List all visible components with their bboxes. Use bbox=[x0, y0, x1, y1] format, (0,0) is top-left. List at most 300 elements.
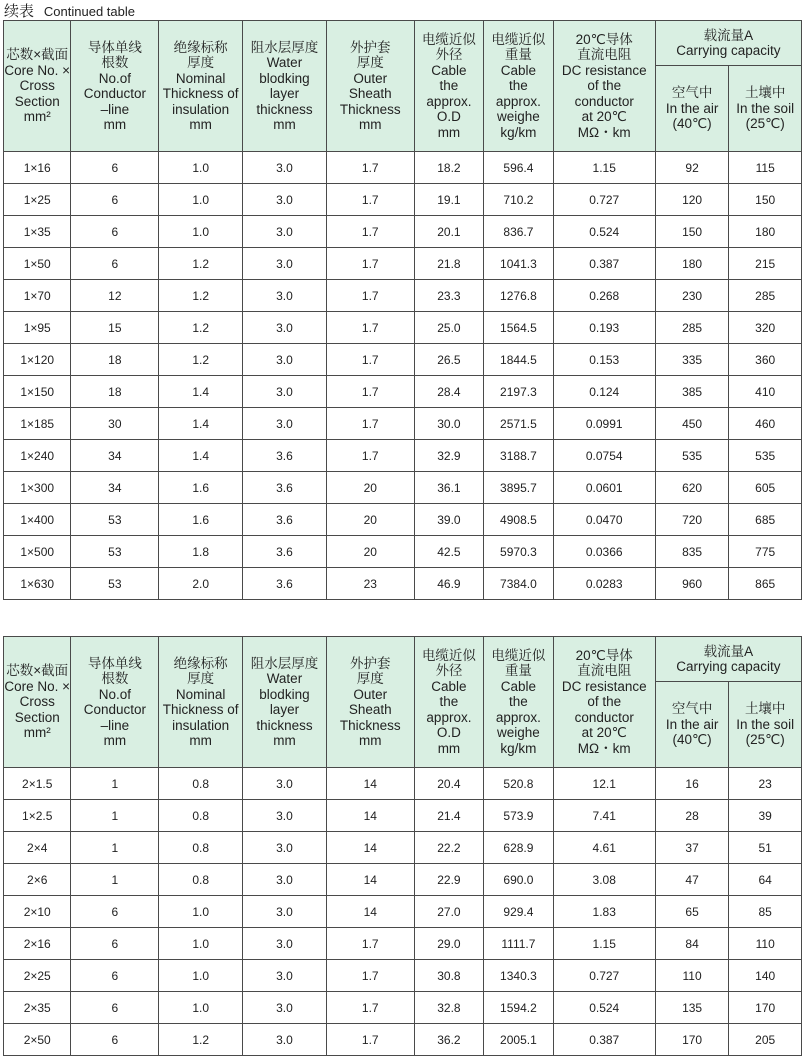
cell-conductor-wires: 6 bbox=[71, 248, 159, 280]
cell-capacity-air: 835 bbox=[655, 536, 729, 568]
header-carrying-capacity-line: Carrying capacity bbox=[676, 659, 781, 674]
cell-sheath-thickness: 14 bbox=[326, 832, 414, 864]
header-insulation-thickness-line: Nominal bbox=[175, 686, 226, 702]
header-cable-weight-line: Cable bbox=[500, 678, 537, 694]
cell-outer-diameter: 23.3 bbox=[414, 280, 483, 312]
header-dc-resistance-line: of the bbox=[587, 694, 622, 710]
cell-outer-diameter: 22.9 bbox=[414, 864, 483, 896]
header-insulation-thickness-line: 厚度 bbox=[187, 55, 215, 70]
cell-cable-weight: 5970.3 bbox=[484, 536, 553, 568]
header-conductor-wires-line: Conductor bbox=[83, 86, 146, 101]
cell-capacity-air: 720 bbox=[655, 504, 729, 536]
cell-water-block-thickness: 3.0 bbox=[243, 280, 327, 312]
cell-capacity-soil: 51 bbox=[729, 832, 802, 864]
cell-water-block-thickness: 3.6 bbox=[243, 440, 327, 472]
header-dc-resistance-line: 20℃导体 bbox=[575, 647, 633, 663]
cell-cable-weight: 836.7 bbox=[484, 216, 553, 248]
header-capacity-soil-line: In the soil bbox=[736, 716, 795, 732]
cell-core-section: 2×35 bbox=[4, 992, 71, 1024]
header-cable-weight-line: 电缆近似 bbox=[491, 647, 546, 663]
header-cable-weight-line: 重量 bbox=[504, 47, 532, 63]
cell-capacity-air: 180 bbox=[655, 248, 729, 280]
header-sheath-thickness-line: mm bbox=[359, 733, 382, 748]
cell-capacity-air: 110 bbox=[655, 960, 729, 992]
cell-sheath-thickness: 1.7 bbox=[326, 992, 414, 1024]
table-row bbox=[4, 992, 802, 1024]
cell-core-section: 2×25 bbox=[4, 960, 71, 992]
cell-core-section: 1×300 bbox=[4, 472, 71, 504]
cell-insulation-thickness: 1.0 bbox=[159, 184, 243, 216]
cell-capacity-soil: 150 bbox=[729, 184, 802, 216]
header-dc-resistance bbox=[553, 637, 655, 768]
cell-water-block-thickness: 3.6 bbox=[243, 536, 327, 568]
header-conductor-wires bbox=[71, 637, 159, 768]
cell-core-section: 1×50 bbox=[4, 248, 71, 280]
cell-sheath-thickness: 1.7 bbox=[326, 344, 414, 376]
header-insulation-thickness-line: insulation bbox=[172, 717, 230, 733]
cell-capacity-air: 92 bbox=[655, 152, 729, 184]
caption-en: Continued table bbox=[43, 4, 135, 19]
cell-cable-weight: 573.9 bbox=[484, 800, 553, 832]
cell-cable-weight: 2197.3 bbox=[484, 376, 553, 408]
table-row bbox=[4, 864, 802, 896]
cell-conductor-wires: 15 bbox=[71, 312, 159, 344]
cell-cable-weight: 4908.5 bbox=[484, 504, 553, 536]
cell-capacity-soil: 85 bbox=[729, 896, 802, 928]
header-row bbox=[4, 637, 802, 682]
header-insulation-thickness-line: Thickness of bbox=[162, 702, 239, 717]
header-conductor-wires-line: No.of bbox=[98, 686, 131, 702]
table-row bbox=[4, 1024, 802, 1056]
cell-capacity-air: 28 bbox=[655, 800, 729, 832]
cell-outer-diameter: 27.0 bbox=[414, 896, 483, 928]
cell-insulation-thickness: 0.8 bbox=[159, 832, 243, 864]
header-core-section bbox=[4, 21, 71, 152]
header-cable-weight-line: approx. bbox=[495, 93, 541, 109]
cell-core-section: 1×25 bbox=[4, 184, 71, 216]
header-water-block-thickness-line: layer bbox=[269, 702, 300, 717]
header-dc-resistance-line: 20℃导体 bbox=[575, 31, 633, 47]
cell-insulation-thickness: 0.8 bbox=[159, 864, 243, 896]
cell-capacity-air: 37 bbox=[655, 832, 729, 864]
cell-dc-resistance: 0.524 bbox=[553, 992, 655, 1024]
cell-sheath-thickness: 1.7 bbox=[326, 376, 414, 408]
cell-capacity-air: 47 bbox=[655, 864, 729, 896]
cell-core-section: 1×500 bbox=[4, 536, 71, 568]
cell-core-section: 1×95 bbox=[4, 312, 71, 344]
table-caption bbox=[4, 2, 135, 21]
cell-capacity-air: 960 bbox=[655, 568, 729, 600]
cell-water-block-thickness: 3.0 bbox=[243, 344, 327, 376]
cell-cable-weight: 3895.7 bbox=[484, 472, 553, 504]
cell-dc-resistance: 0.124 bbox=[553, 376, 655, 408]
header-core-section-line: Core No. × bbox=[4, 62, 71, 78]
header-sheath-thickness-line: mm bbox=[359, 117, 382, 132]
cell-cable-weight: 1041.3 bbox=[484, 248, 553, 280]
header-carrying-capacity-line: 载流量A bbox=[703, 643, 754, 659]
table-row bbox=[4, 472, 802, 504]
header-conductor-wires-line: Conductor bbox=[83, 702, 146, 717]
header-cable-weight-line: Cable bbox=[500, 62, 537, 78]
cell-water-block-thickness: 3.0 bbox=[243, 248, 327, 280]
cell-cable-weight: 3188.7 bbox=[484, 440, 553, 472]
header-carrying-capacity-line: 载流量A bbox=[703, 27, 754, 43]
cell-water-block-thickness: 3.0 bbox=[243, 152, 327, 184]
cell-capacity-soil: 110 bbox=[729, 928, 802, 960]
cell-outer-diameter: 21.4 bbox=[414, 800, 483, 832]
cell-outer-diameter: 25.0 bbox=[414, 312, 483, 344]
header-cable-weight-line: weighe bbox=[497, 725, 540, 741]
cell-cable-weight: 690.0 bbox=[484, 864, 553, 896]
header-water-block-thickness-line: blodking bbox=[259, 686, 310, 702]
header-conductor-wires-line: –line bbox=[100, 101, 130, 117]
cell-insulation-thickness: 1.0 bbox=[159, 896, 243, 928]
cell-sheath-thickness: 1.7 bbox=[326, 928, 414, 960]
header-sheath-thickness-line: Outer bbox=[353, 70, 388, 86]
table-row bbox=[4, 896, 802, 928]
table-row bbox=[4, 376, 802, 408]
header-capacity-soil-line: (25℃) bbox=[745, 732, 785, 748]
cell-sheath-thickness: 1.7 bbox=[326, 1024, 414, 1056]
cell-capacity-air: 385 bbox=[655, 376, 729, 408]
header-sheath-thickness-line: Sheath bbox=[348, 86, 392, 101]
header-conductor-wires bbox=[71, 21, 159, 152]
cell-water-block-thickness: 3.0 bbox=[243, 216, 327, 248]
cell-dc-resistance: 1.15 bbox=[553, 152, 655, 184]
cell-sheath-thickness: 14 bbox=[326, 768, 414, 800]
cell-conductor-wires: 30 bbox=[71, 408, 159, 440]
cell-cable-weight: 1340.3 bbox=[484, 960, 553, 992]
header-water-block-thickness bbox=[243, 637, 327, 768]
cell-sheath-thickness: 23 bbox=[326, 568, 414, 600]
cell-core-section: 1×185 bbox=[4, 408, 71, 440]
cell-dc-resistance: 3.08 bbox=[553, 864, 655, 896]
cell-capacity-soil: 320 bbox=[729, 312, 802, 344]
cell-dc-resistance: 0.0601 bbox=[553, 472, 655, 504]
header-dc-resistance-line: 直流电阻 bbox=[577, 47, 632, 63]
cell-water-block-thickness: 3.6 bbox=[243, 504, 327, 536]
header-dc-resistance-line: MΩ・km bbox=[577, 740, 631, 756]
table-row bbox=[4, 960, 802, 992]
cell-capacity-soil: 39 bbox=[729, 800, 802, 832]
header-outer-diameter-line: the bbox=[439, 78, 459, 94]
header-core-section-line: mm² bbox=[23, 725, 51, 741]
header-cable-weight-line: kg/km bbox=[500, 740, 537, 756]
cell-water-block-thickness: 3.0 bbox=[243, 864, 327, 896]
header-outer-diameter-line: O.D bbox=[436, 725, 461, 741]
header-outer-diameter-line: 外径 bbox=[435, 663, 463, 679]
cell-insulation-thickness: 1.4 bbox=[159, 376, 243, 408]
header-water-block-thickness-line: Water bbox=[266, 55, 303, 70]
header-conductor-wires-line: mm bbox=[103, 733, 127, 748]
cable-spec-table-2 bbox=[3, 636, 802, 1056]
header-core-section-line: Section bbox=[14, 709, 60, 725]
header-cable-weight-line: approx. bbox=[495, 709, 541, 725]
header-sheath-thickness-line: 厚度 bbox=[356, 671, 384, 686]
cell-water-block-thickness: 3.0 bbox=[243, 184, 327, 216]
cell-outer-diameter: 32.8 bbox=[414, 992, 483, 1024]
cell-capacity-soil: 215 bbox=[729, 248, 802, 280]
cell-sheath-thickness: 1.7 bbox=[326, 960, 414, 992]
cell-capacity-soil: 535 bbox=[729, 440, 802, 472]
header-water-block-thickness-line: mm bbox=[273, 733, 296, 748]
cell-capacity-soil: 360 bbox=[729, 344, 802, 376]
header-insulation-thickness-line: 绝缘标称 bbox=[173, 655, 228, 671]
cell-capacity-air: 335 bbox=[655, 344, 729, 376]
cell-capacity-soil: 410 bbox=[729, 376, 802, 408]
header-sheath-thickness-line: 外护套 bbox=[350, 39, 391, 55]
cell-capacity-soil: 685 bbox=[729, 504, 802, 536]
cell-core-section: 2×50 bbox=[4, 1024, 71, 1056]
header-dc-resistance-line: conductor bbox=[574, 93, 634, 109]
cell-core-section: 1×120 bbox=[4, 344, 71, 376]
caption-cn: 续表 bbox=[4, 3, 35, 20]
cell-insulation-thickness: 1.4 bbox=[159, 408, 243, 440]
header-capacity-air-line: In the air bbox=[665, 100, 719, 116]
header-outer-diameter-line: O.D bbox=[436, 109, 461, 125]
header-cable-weight-line: the bbox=[509, 78, 528, 94]
cell-outer-diameter: 20.4 bbox=[414, 768, 483, 800]
cell-outer-diameter: 21.8 bbox=[414, 248, 483, 280]
header-capacity-soil-line: (25℃) bbox=[745, 116, 785, 132]
cell-water-block-thickness: 3.0 bbox=[243, 992, 327, 1024]
cell-cable-weight: 2571.5 bbox=[484, 408, 553, 440]
header-insulation-thickness-line: 绝缘标称 bbox=[173, 39, 228, 55]
cell-capacity-soil: 64 bbox=[729, 864, 802, 896]
cell-conductor-wires: 6 bbox=[71, 896, 159, 928]
table-row bbox=[4, 568, 802, 600]
header-dc-resistance-line: DC resistance bbox=[561, 678, 647, 694]
cell-sheath-thickness: 20 bbox=[326, 472, 414, 504]
header-capacity-air-line: 空气中 bbox=[671, 701, 713, 717]
cell-core-section: 2×16 bbox=[4, 928, 71, 960]
cell-core-section: 2×1.5 bbox=[4, 768, 71, 800]
cell-dc-resistance: 1.83 bbox=[553, 896, 655, 928]
table-row bbox=[4, 536, 802, 568]
header-insulation-thickness-line: mm bbox=[189, 733, 212, 748]
cell-core-section: 1×630 bbox=[4, 568, 71, 600]
cell-cable-weight: 520.8 bbox=[484, 768, 553, 800]
header-outer-diameter-line: Cable bbox=[431, 678, 467, 694]
cell-capacity-air: 535 bbox=[655, 440, 729, 472]
cell-dc-resistance: 12.1 bbox=[553, 768, 655, 800]
header-water-block-thickness-line: thickness bbox=[256, 717, 313, 733]
cell-conductor-wires: 1 bbox=[71, 800, 159, 832]
cell-capacity-air: 16 bbox=[655, 768, 729, 800]
cell-insulation-thickness: 1.8 bbox=[159, 536, 243, 568]
header-capacity-air-line: (40℃) bbox=[672, 116, 712, 132]
header-core-section-line: Core No. × bbox=[4, 678, 71, 694]
cell-water-block-thickness: 3.0 bbox=[243, 768, 327, 800]
header-sheath-thickness-line: Outer bbox=[353, 686, 388, 702]
cell-capacity-air: 84 bbox=[655, 928, 729, 960]
cell-capacity-soil: 605 bbox=[729, 472, 802, 504]
cell-sheath-thickness: 1.7 bbox=[326, 440, 414, 472]
table-row bbox=[4, 408, 802, 440]
cell-conductor-wires: 53 bbox=[71, 536, 159, 568]
cell-capacity-air: 620 bbox=[655, 472, 729, 504]
cell-insulation-thickness: 1.0 bbox=[159, 152, 243, 184]
cell-sheath-thickness: 14 bbox=[326, 864, 414, 896]
cell-outer-diameter: 36.2 bbox=[414, 1024, 483, 1056]
cell-capacity-soil: 23 bbox=[729, 768, 802, 800]
header-water-block-thickness-line: 阻水层厚度 bbox=[250, 39, 319, 55]
header-sheath-thickness-line: Thickness bbox=[339, 101, 401, 117]
cell-dc-resistance: 0.727 bbox=[553, 960, 655, 992]
table-row bbox=[4, 152, 802, 184]
header-core-section bbox=[4, 637, 71, 768]
header-cable-weight-line: 电缆近似 bbox=[491, 31, 546, 47]
table-row bbox=[4, 248, 802, 280]
cell-insulation-thickness: 1.2 bbox=[159, 344, 243, 376]
cell-capacity-air: 450 bbox=[655, 408, 729, 440]
cell-water-block-thickness: 3.0 bbox=[243, 800, 327, 832]
cell-dc-resistance: 0.193 bbox=[553, 312, 655, 344]
cell-dc-resistance: 7.41 bbox=[553, 800, 655, 832]
header-dc-resistance-line: 直流电阻 bbox=[577, 663, 632, 679]
header-capacity-air bbox=[655, 682, 729, 768]
header-sheath-thickness-line: Sheath bbox=[348, 702, 392, 717]
header-insulation-thickness bbox=[159, 21, 243, 152]
header-cable-weight-line: 重量 bbox=[504, 663, 532, 679]
cell-water-block-thickness: 3.6 bbox=[243, 568, 327, 600]
cell-capacity-soil: 775 bbox=[729, 536, 802, 568]
header-cable-weight-line: weighe bbox=[497, 109, 540, 125]
header-sheath-thickness-line: 厚度 bbox=[356, 55, 384, 70]
header-cable-weight-line: the bbox=[509, 694, 528, 710]
header-sheath-thickness bbox=[326, 637, 414, 768]
cell-conductor-wires: 6 bbox=[71, 216, 159, 248]
cell-outer-diameter: 42.5 bbox=[414, 536, 483, 568]
header-outer-diameter-line: mm bbox=[437, 740, 461, 756]
cell-cable-weight: 2005.1 bbox=[484, 1024, 553, 1056]
header-capacity-air-line: In the air bbox=[665, 716, 719, 732]
cell-sheath-thickness: 20 bbox=[326, 536, 414, 568]
cell-conductor-wires: 34 bbox=[71, 440, 159, 472]
cell-dc-resistance: 0.0470 bbox=[553, 504, 655, 536]
cell-capacity-soil: 865 bbox=[729, 568, 802, 600]
cell-dc-resistance: 0.0754 bbox=[553, 440, 655, 472]
header-sheath-thickness-line: 外护套 bbox=[350, 655, 391, 671]
cell-cable-weight: 710.2 bbox=[484, 184, 553, 216]
header-capacity-soil bbox=[729, 682, 802, 768]
cell-cable-weight: 1564.5 bbox=[484, 312, 553, 344]
cell-core-section: 1×16 bbox=[4, 152, 71, 184]
cell-core-section: 1×240 bbox=[4, 440, 71, 472]
header-conductor-wires-line: No.of bbox=[98, 70, 131, 86]
header-core-section-line: Cross bbox=[19, 78, 55, 94]
cell-sheath-thickness: 1.7 bbox=[326, 408, 414, 440]
header-water-block-thickness-line: layer bbox=[269, 86, 300, 101]
header-dc-resistance-line: at 20℃ bbox=[581, 725, 627, 741]
cell-core-section: 1×2.5 bbox=[4, 800, 71, 832]
header-sheath-thickness-line: Thickness bbox=[339, 717, 401, 733]
cell-water-block-thickness: 3.6 bbox=[243, 472, 327, 504]
cell-conductor-wires: 18 bbox=[71, 376, 159, 408]
cell-sheath-thickness: 1.7 bbox=[326, 280, 414, 312]
header-water-block-thickness-line: 阻水层厚度 bbox=[250, 655, 319, 671]
cell-cable-weight: 596.4 bbox=[484, 152, 553, 184]
header-outer-diameter-line: Cable bbox=[431, 62, 467, 78]
cell-conductor-wires: 6 bbox=[71, 960, 159, 992]
cell-insulation-thickness: 1.6 bbox=[159, 504, 243, 536]
cell-capacity-soil: 115 bbox=[729, 152, 802, 184]
header-outer-diameter-line: approx. bbox=[426, 93, 472, 109]
header-dc-resistance-line: conductor bbox=[574, 709, 634, 725]
header-outer-diameter-line: 电缆近似 bbox=[421, 31, 476, 47]
cell-dc-resistance: 0.153 bbox=[553, 344, 655, 376]
cell-insulation-thickness: 1.4 bbox=[159, 440, 243, 472]
table-row bbox=[4, 312, 802, 344]
cell-insulation-thickness: 1.0 bbox=[159, 216, 243, 248]
cell-water-block-thickness: 3.0 bbox=[243, 1024, 327, 1056]
cell-conductor-wires: 12 bbox=[71, 280, 159, 312]
cell-dc-resistance: 1.15 bbox=[553, 928, 655, 960]
cell-water-block-thickness: 3.0 bbox=[243, 832, 327, 864]
header-core-section-line: mm² bbox=[23, 109, 51, 125]
cell-outer-diameter: 30.0 bbox=[414, 408, 483, 440]
cell-insulation-thickness: 1.0 bbox=[159, 992, 243, 1024]
cell-cable-weight: 1111.7 bbox=[484, 928, 553, 960]
table-row bbox=[4, 832, 802, 864]
cell-capacity-soil: 205 bbox=[729, 1024, 802, 1056]
cell-insulation-thickness: 1.0 bbox=[159, 928, 243, 960]
header-conductor-wires-line: 导体单线 bbox=[87, 39, 142, 55]
cell-capacity-air: 135 bbox=[655, 992, 729, 1024]
cell-outer-diameter: 39.0 bbox=[414, 504, 483, 536]
cell-capacity-soil: 180 bbox=[729, 216, 802, 248]
header-carrying-capacity bbox=[655, 21, 801, 66]
cell-conductor-wires: 6 bbox=[71, 152, 159, 184]
header-outer-diameter-line: the bbox=[439, 694, 459, 710]
cell-outer-diameter: 29.0 bbox=[414, 928, 483, 960]
header-capacity-air bbox=[655, 66, 729, 152]
cell-capacity-soil: 460 bbox=[729, 408, 802, 440]
header-insulation-thickness-line: Thickness of bbox=[162, 86, 239, 101]
header-water-block-thickness-line: blodking bbox=[259, 70, 310, 86]
cell-sheath-thickness: 1.7 bbox=[326, 216, 414, 248]
cell-insulation-thickness: 1.2 bbox=[159, 248, 243, 280]
cell-cable-weight: 929.4 bbox=[484, 896, 553, 928]
cell-cable-weight: 1276.8 bbox=[484, 280, 553, 312]
table-row bbox=[4, 216, 802, 248]
cell-dc-resistance: 0.268 bbox=[553, 280, 655, 312]
table-row bbox=[4, 928, 802, 960]
header-capacity-soil-line: 土壤中 bbox=[744, 701, 786, 717]
cell-core-section: 2×10 bbox=[4, 896, 71, 928]
header-capacity-soil-line: 土壤中 bbox=[744, 85, 786, 101]
header-capacity-air-line: 空气中 bbox=[671, 85, 713, 101]
cell-insulation-thickness: 0.8 bbox=[159, 768, 243, 800]
cell-conductor-wires: 1 bbox=[71, 768, 159, 800]
cell-insulation-thickness: 1.2 bbox=[159, 280, 243, 312]
cell-capacity-air: 285 bbox=[655, 312, 729, 344]
header-water-block-thickness-line: mm bbox=[273, 117, 296, 132]
cell-outer-diameter: 32.9 bbox=[414, 440, 483, 472]
cell-conductor-wires: 6 bbox=[71, 184, 159, 216]
cell-insulation-thickness: 1.2 bbox=[159, 1024, 243, 1056]
cell-insulation-thickness: 2.0 bbox=[159, 568, 243, 600]
cell-sheath-thickness: 1.7 bbox=[326, 152, 414, 184]
cell-outer-diameter: 19.1 bbox=[414, 184, 483, 216]
cell-dc-resistance: 0.387 bbox=[553, 248, 655, 280]
cell-dc-resistance: 0.0991 bbox=[553, 408, 655, 440]
table-row bbox=[4, 504, 802, 536]
header-outer-diameter-line: mm bbox=[437, 124, 461, 140]
cell-outer-diameter: 28.4 bbox=[414, 376, 483, 408]
cell-water-block-thickness: 3.0 bbox=[243, 376, 327, 408]
table-row bbox=[4, 280, 802, 312]
